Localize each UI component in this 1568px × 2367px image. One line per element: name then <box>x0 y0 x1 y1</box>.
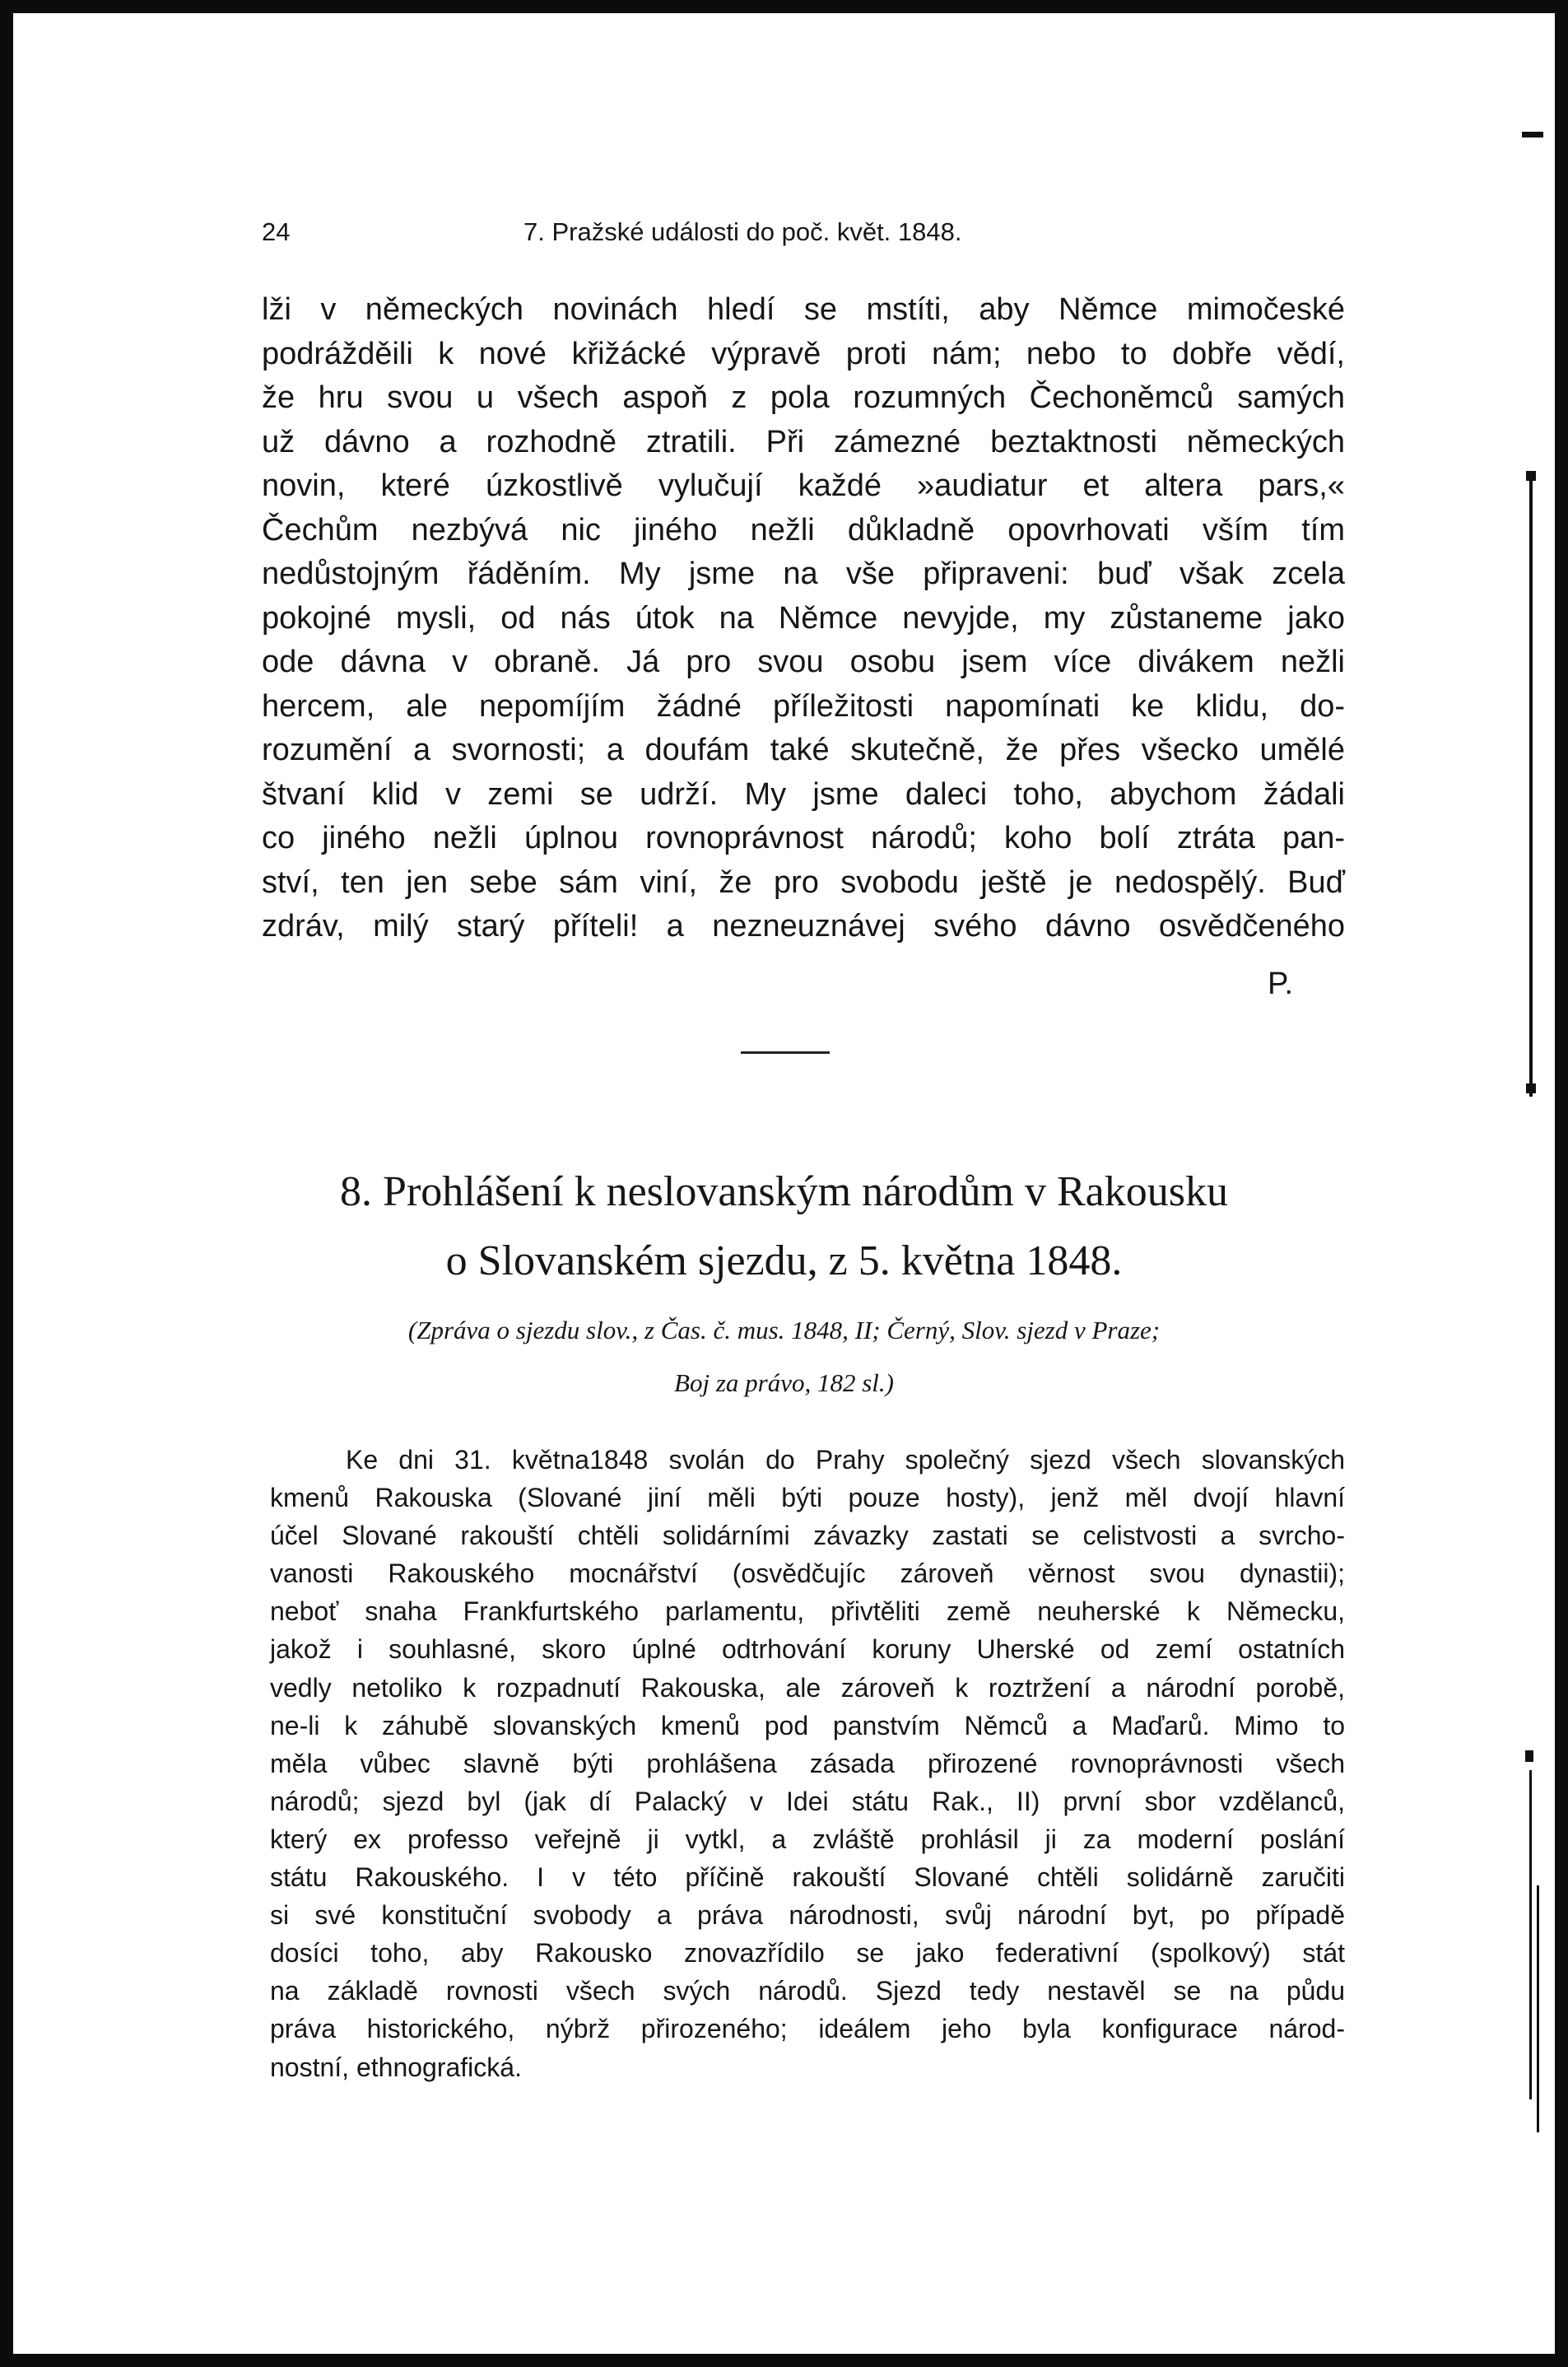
edge-mark <box>1522 132 1543 137</box>
scan-edge-marks <box>1519 0 1552 2367</box>
text-line: už dávno a rozhodně ztratili. Při zámezné beztaktnosti německých <box>262 424 1345 459</box>
text-line: dosíci toho, aby Rakousko znovazřídilo se jako federativní (spolkový) stát <box>270 1938 1345 1969</box>
source-note-continued: Boj za právo, 182 sl.) <box>674 1368 894 1397</box>
text-line: vanosti Rakouského mocnářství (osvědčujíc zároveň věrnost svou dynastii); <box>270 1559 1345 1589</box>
edge-mark <box>1529 1770 1532 2099</box>
text-line: práva historického, nýbrž přirozeného; ideálem jeho byla konfigurace národ- <box>270 2014 1345 2044</box>
text-line: který ex professo veřejně ji vytkl, a zvláště prohlásil ji za moderní poslání <box>270 1824 1345 1854</box>
text-line: jakož i souhlasné, skoro úplné odtrhování koruny Uherské od zemí ostatních <box>270 1634 1345 1665</box>
text-line: Čechům nezbývá nic jiného nežli důkladně opovrhovati vším tím <box>262 512 1345 547</box>
text-line: ne-li k záhubě slovanských kmenů pod panstvím Němců a Maďarů. Mimo to <box>270 1710 1345 1740</box>
letter-text <box>262 288 1345 949</box>
running-title: 7. Pražské události do poč. květ. 1848. <box>523 217 962 246</box>
text-line: podrážděili k nové křižácké výpravě proti nám; nebo to dobře vědí, <box>262 336 1345 371</box>
text-line: že hru svou u všech aspoň z pola rozumných Čechoněmců samých <box>262 380 1345 415</box>
text-line: ství, ten jen sebe sám viní, že pro svobodu ještě je nedospělý. Buď <box>262 864 1345 900</box>
text-line: ode dávna v obraně. Já pro svou osobu jsem více divákem nežli <box>262 645 1345 679</box>
text-line: hercem, ale nepomíjím žádné příležitosti napomínati ke klidu, do- <box>262 688 1345 724</box>
section-title: 8. Prohlášení k neslovanským národům v Rakousku <box>340 1168 1228 1215</box>
text-line: Ke dni 31. května1848 svolán do Prahy společný sjezd všech slovanských <box>346 1445 1345 1475</box>
text-line: neboť snaha Frankfurtského parlamentu, přivtěliti země neuherské k Německu, <box>270 1596 1345 1627</box>
text-line: nedůstojným řáděním. My jsme na vše připraveni: buď však zcela <box>262 557 1345 591</box>
text-line: novin, které úzkostlivě vylučují každé »audiatur et altera pars,« <box>262 468 1345 503</box>
text-line: účel Slované rakouští chtěli solidárními závazky zastati se celistvosti a svrcho- <box>270 1521 1345 1551</box>
edge-mark <box>1525 1750 1533 1762</box>
section-intro-text <box>270 1441 1345 2086</box>
page-number: 24 <box>262 217 291 246</box>
text-line: měla vůbec slavně býti prohlášena zásada přirozené rovnoprávnosti všech <box>270 1748 1345 1778</box>
text-line: co jiného nežli úplnou rovnoprávnost národů; koho bolí ztráta pan- <box>262 821 1345 855</box>
text-line: na základě rovnosti všech svých národů. Sjezd tedy nestavěl se na půdu <box>270 1976 1345 2006</box>
source-note: (Zpráva o sjezdu slov., z Čas. č. mus. 1848, II; Černý, Slov. sjezd v Praze; <box>407 1316 1161 1344</box>
letter-signature: P. <box>1268 967 1294 1001</box>
text-line: národů; sjezd byl (jak dí Palacký v Idei státu Rak., II) první sbor vzdělanců, <box>270 1786 1345 1816</box>
text-line: státu Rakouského. I v této příčině rakouští Slované chtěli solidárně zaručiti <box>270 1862 1345 1893</box>
text-line: lži v německých novinách hledí se mstíti, aby Němce mimočeské <box>262 292 1345 327</box>
section-divider <box>741 1051 830 1054</box>
edge-mark <box>1537 1885 1539 2132</box>
scan-border-bottom <box>0 2354 1568 2367</box>
text-line: nostní, ethnografická. <box>270 2052 522 2082</box>
edge-mark <box>1526 471 1536 481</box>
text-line: vedly netoliko k rozpadnutí Rakouska, ale zároveň k roztržení a národní porobě, <box>270 1672 1345 1703</box>
text-line: štvaní klid v zemi se udrží. My jsme daleci toho, abychom žádali <box>262 776 1345 812</box>
text-line: pokojné mysli, od nás útok na Němce nevyjde, my zůstaneme jako <box>262 600 1345 636</box>
edge-mark <box>1526 1083 1536 1093</box>
text-line: kmenů Rakouska (Slované jiní měli býti pouze hosty), jenž měl dvojí hlavní <box>270 1483 1345 1513</box>
section-subtitle: o Slovanském sjezdu, z 5. května 1848. <box>445 1237 1123 1284</box>
text-line: zdráv, milý starý příteli! a nezneuznávej svého dávno osvědčeného <box>262 909 1345 944</box>
scan-border-top <box>0 0 1568 13</box>
text-line: rozumění a svornosti; a doufám také skutečně, že přes všecko umělé <box>262 733 1345 767</box>
page-header <box>262 217 1355 254</box>
text-line: si své konstituční svobody a práva národnosti, svůj národní byt, po případě <box>270 1900 1345 1931</box>
edge-mark <box>1529 471 1533 1097</box>
